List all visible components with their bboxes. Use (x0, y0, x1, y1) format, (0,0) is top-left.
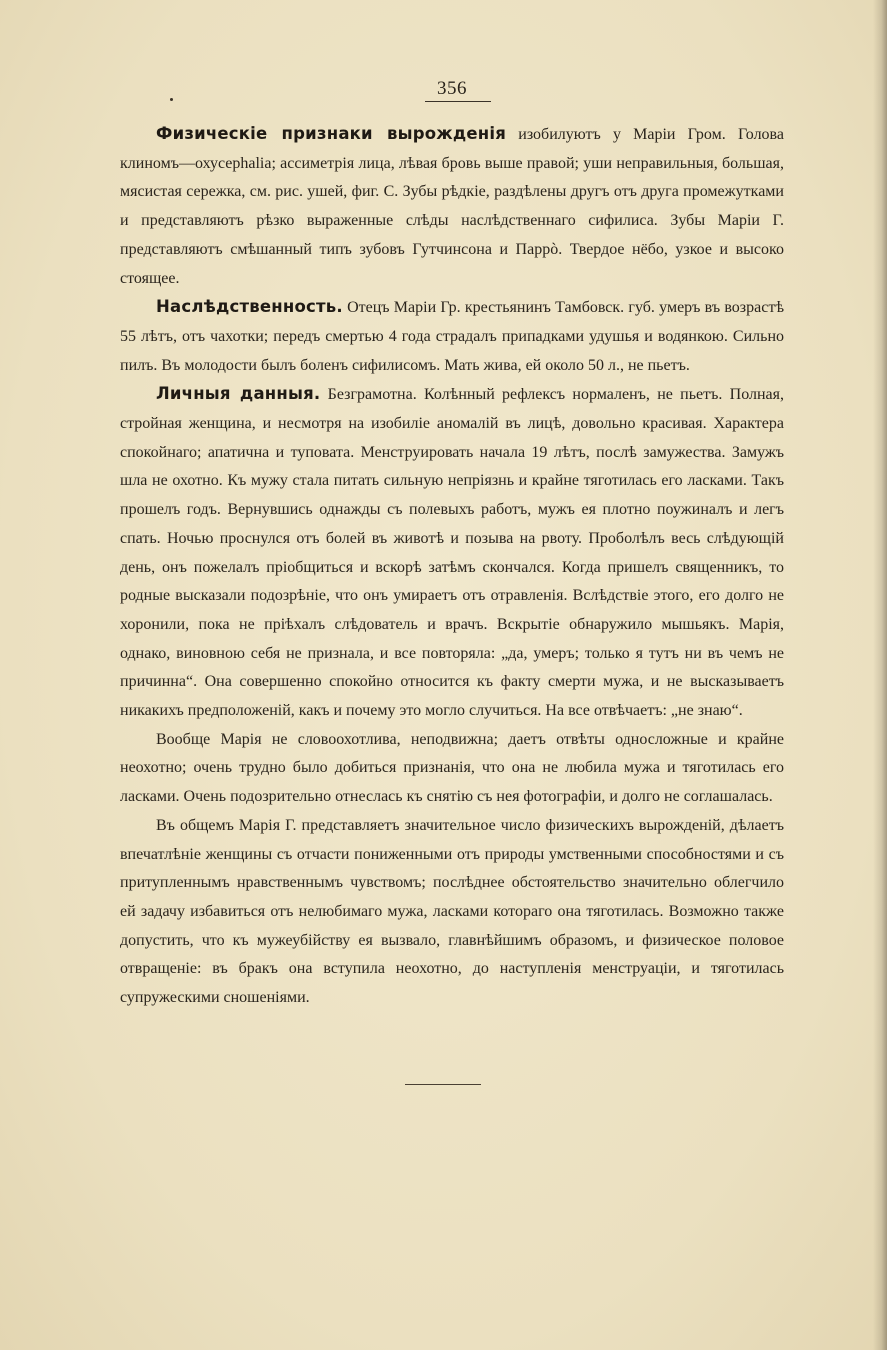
paragraph-text: изобилуютъ у Маріи Гром. Голова клиномъ—охусерhаliа; ассиметрія лица, лѣвая бровь выше правой; уши неправильныя, большая, мясистая сережка, см. рис. ушей, фиг. С. Зубы рѣдкіе, раздѣлены другъ отъ друга промежутками и представляютъ рѣзко выраженные слѣды наслѣдственнаго сифилиса. Зубы Маріи Г. представляютъ смѣшанный типъ зубовъ Гутчинсона и Паррò. Твердое нёбо, узкое и высоко стоящее. (120, 126, 785, 287)
paragraph-heredity (120, 293, 784, 380)
paragraph-conclusion (120, 812, 784, 1013)
section-end-rule (405, 1084, 481, 1085)
paragraph-behaviour (120, 726, 784, 812)
page-number-rule (425, 101, 491, 102)
paragraph-text: Въ общемъ Марія Г. представляетъ значительное число физическихъ вырожденій, дѣлаетъ впечатлѣніе женщины съ отчасти пониженными отъ природы умственными способностями и съ притупленнымъ нравственнымъ чувствомъ; послѣднее обстоятельство значительно облегчило ей задачу избавиться отъ нелюбимаго мужа, ласками котораго она тяготилась. Возможно также допустить, что къ мужеубійству ея вызвало, главнѣйшимъ образомъ, и физическое половое отвращеніе: въ бракъ она вступила неохотно, до наступленія менструаціи, и тяготилась супружескими сношеніями. (120, 816, 784, 1007)
text-body (120, 120, 784, 1013)
paragraph-physical-signs (120, 120, 784, 293)
heading-personal-data: Личныя данныя. (156, 384, 321, 404)
print-speck (170, 98, 173, 101)
paragraph-text: Отецъ Маріи Гр. крестьянинъ Тамбовск. губ. умеръ въ возрастѣ 55 лѣтъ, отъ чахотки; передъ смертью 4 года страдалъ припадками удушья и водянкою. Сильно пилъ. Въ молодости былъ боленъ сифилисомъ. Мать жива, ей около 50 л., не пьетъ. (120, 299, 784, 374)
heading-heredity: Наслѣдственность. (156, 297, 343, 317)
page-edge-shadow (873, 0, 887, 1350)
paragraph-text: Вообще Марія не словоохотлива, неподвижна; даетъ отвѣты односложные и крайне неохотно; очень трудно было добиться признанія, что она не любила мужа и тяготилась его ласками. Очень подозрительно отнеслась къ снятію съ нея фотографіи, и долго не соглашалась. (120, 730, 784, 806)
page-number: 356 (437, 78, 467, 99)
heading-physical-signs: Физическіе признаки вырожденія (156, 124, 507, 143)
paragraph-text: Безграмотна. Колѣнный рефлексъ нормаленъ, не пьетъ. Полная, стройная женщина, и несмотря на изобиліе аномалій въ лицѣ, довольно красивая. Характера спокойнаго; апатична и туповата. Менструировать начала 19 лѣтъ, послѣ замужества. Замужъ шла не охотно. Къ мужу стала питать сильную непріязнь и крайне тяготилась его ласками. Такъ прошелъ годъ. Вернувшись однажды съ полевыхъ работъ, мужъ ея плотно поужиналъ и легъ спать. Ночью проснулся отъ болей въ животѣ и позыва на рвоту. Проболѣлъ весь слѣдующій день, онъ пожелалъ пріобщиться и вскорѣ затѣмъ скончался. Когда пришелъ священникъ, то родные высказали подозрѣніе, что онъ умираетъ отъ отравленія. Вслѣдствіе этого, его долго не хоронили, пока не пріѣхалъ слѣдователь и врачъ. Вскрытіе обнаружило мышьякъ. Марія, однако, виновною себя не признала, и все повторяла: „да, умеръ; только я тутъ ни въ чемъ не причинна“. Она совершенно спокойно относится къ факту смерти мужа, и не высказываетъ никакихъ предположеній, какъ и почему это могло случиться. На все отвѣчаетъ: „не знаю“. (120, 386, 785, 720)
paragraph-personal-data (120, 380, 784, 725)
